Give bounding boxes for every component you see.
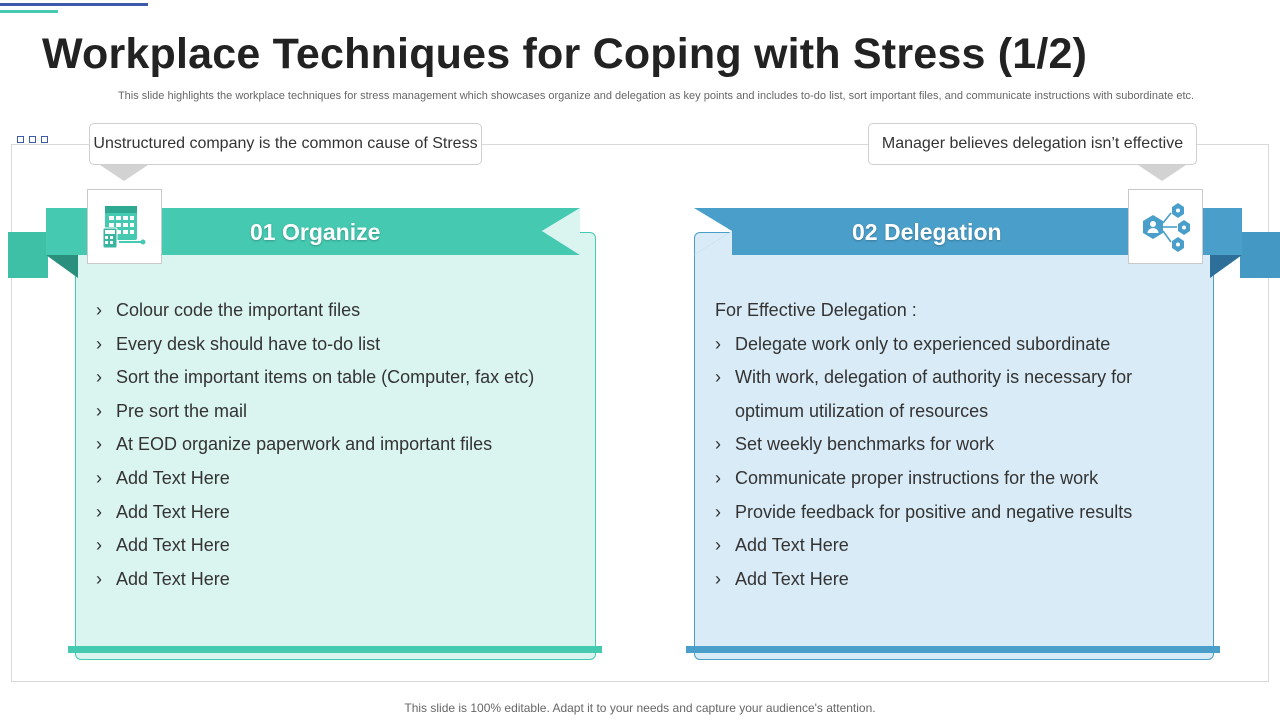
calendar-calculator-icon [101, 202, 149, 252]
list-item-text: Add Text Here [735, 535, 849, 556]
list-item-text: Communicate proper instructions for the work [735, 467, 1099, 488]
callout-right-tail [1138, 165, 1186, 181]
slide-footer: This slide is 100% editable. Adapt it to your needs and capture your audience's attention. [404, 701, 876, 715]
organize-list-item [96, 563, 534, 597]
top-accent-line-blue [0, 3, 148, 6]
delegation-list-item [715, 361, 1132, 395]
list-item-text: Provide feedback for positive and negative results [735, 501, 1133, 522]
top-accent-line-teal [0, 10, 58, 13]
list-item-text: Add Text Here [116, 501, 230, 522]
frame-dots-decoration [17, 136, 48, 143]
delegation-list-item [715, 328, 1132, 362]
list-item-text: Add Text Here [735, 568, 849, 589]
slide-subtitle: This slide highlights the workplace techniques for stress management which showcases organize and delegation as key points and includes to-do list, sort important files, and communicate instructions with subordinate etc. [117, 90, 1195, 102]
organize-heading: 01 Organize [250, 219, 381, 245]
callout-left: Unstructured company is the common cause of Stress [89, 123, 482, 165]
list-item-text: Delegate work only to experienced subordinate [735, 333, 1111, 354]
delegation-list-item [715, 529, 1132, 563]
chevron-right-icon: › [96, 467, 102, 488]
chevron-right-icon: › [96, 400, 102, 421]
organize-list-item [96, 529, 534, 563]
chevron-right-icon: › [715, 367, 721, 388]
delegation-icon-box [1128, 189, 1203, 264]
chevron-right-icon: › [715, 501, 721, 522]
chevron-right-icon: › [96, 501, 102, 522]
organize-list [96, 294, 534, 596]
chevron-right-icon: › [96, 535, 102, 556]
chevron-right-icon: › [715, 333, 721, 354]
list-item-text: Sort the important items on table (Computer, fax etc) [116, 367, 535, 388]
chevron-right-icon: › [715, 568, 721, 589]
chevron-right-icon: › [715, 434, 721, 455]
organize-list-item [96, 294, 534, 328]
delegation-intro: For Effective Delegation : [715, 300, 917, 320]
organize-list-container [96, 294, 534, 596]
delegation-list-item [715, 428, 1132, 462]
organize-list-item [96, 395, 534, 429]
list-item-text: Set weekly benchmarks for work [735, 434, 995, 455]
list-item-text: Pre sort the mail [116, 400, 248, 421]
chevron-right-icon: › [96, 568, 102, 589]
delegation-content [715, 294, 1132, 596]
list-item-text: Add Text Here [116, 568, 230, 589]
list-item-text: At EOD organize paperwork and important files [116, 434, 493, 455]
organize-list-item [96, 328, 534, 362]
delegation-list-item [715, 462, 1132, 496]
chevron-right-icon: › [96, 333, 102, 354]
callout-left-tail [100, 165, 148, 181]
organize-list-item [96, 462, 534, 496]
slide-title: Workplace Techniques for Coping with Stress (1/2) [42, 30, 1088, 78]
delegation-list-item [715, 496, 1132, 530]
delegation-heading: 02 Delegation [852, 219, 1002, 245]
delegation-panel-baseline [686, 646, 1220, 653]
organize-list-item [96, 361, 534, 395]
delegation-list [715, 328, 1132, 597]
organize-icon-box [87, 189, 162, 264]
chevron-right-icon: › [96, 367, 102, 388]
organize-panel-baseline [68, 646, 602, 653]
delegation-list-item [715, 563, 1132, 597]
list-item-text: optimum utilization of resources [735, 400, 989, 421]
chevron-right-icon: › [96, 300, 102, 320]
callout-right: Manager believes delegation isn’t effective [868, 123, 1197, 165]
delegation-network-icon [1140, 201, 1192, 253]
chevron-right-icon: › [96, 434, 102, 455]
chevron-right-icon: › [715, 467, 721, 488]
organize-list-item [96, 496, 534, 530]
organize-list-item [96, 428, 534, 462]
list-item-text: Every desk should have to-do list [116, 333, 381, 354]
delegation-list-item [715, 395, 1132, 429]
list-item-text: With work, delegation of authority is necessary for [735, 367, 1133, 388]
list-item-text: Add Text Here [116, 467, 230, 488]
chevron-right-icon: › [715, 535, 721, 556]
list-item-text: Add Text Here [116, 535, 230, 556]
list-item-text: Colour code the important files [116, 300, 361, 320]
